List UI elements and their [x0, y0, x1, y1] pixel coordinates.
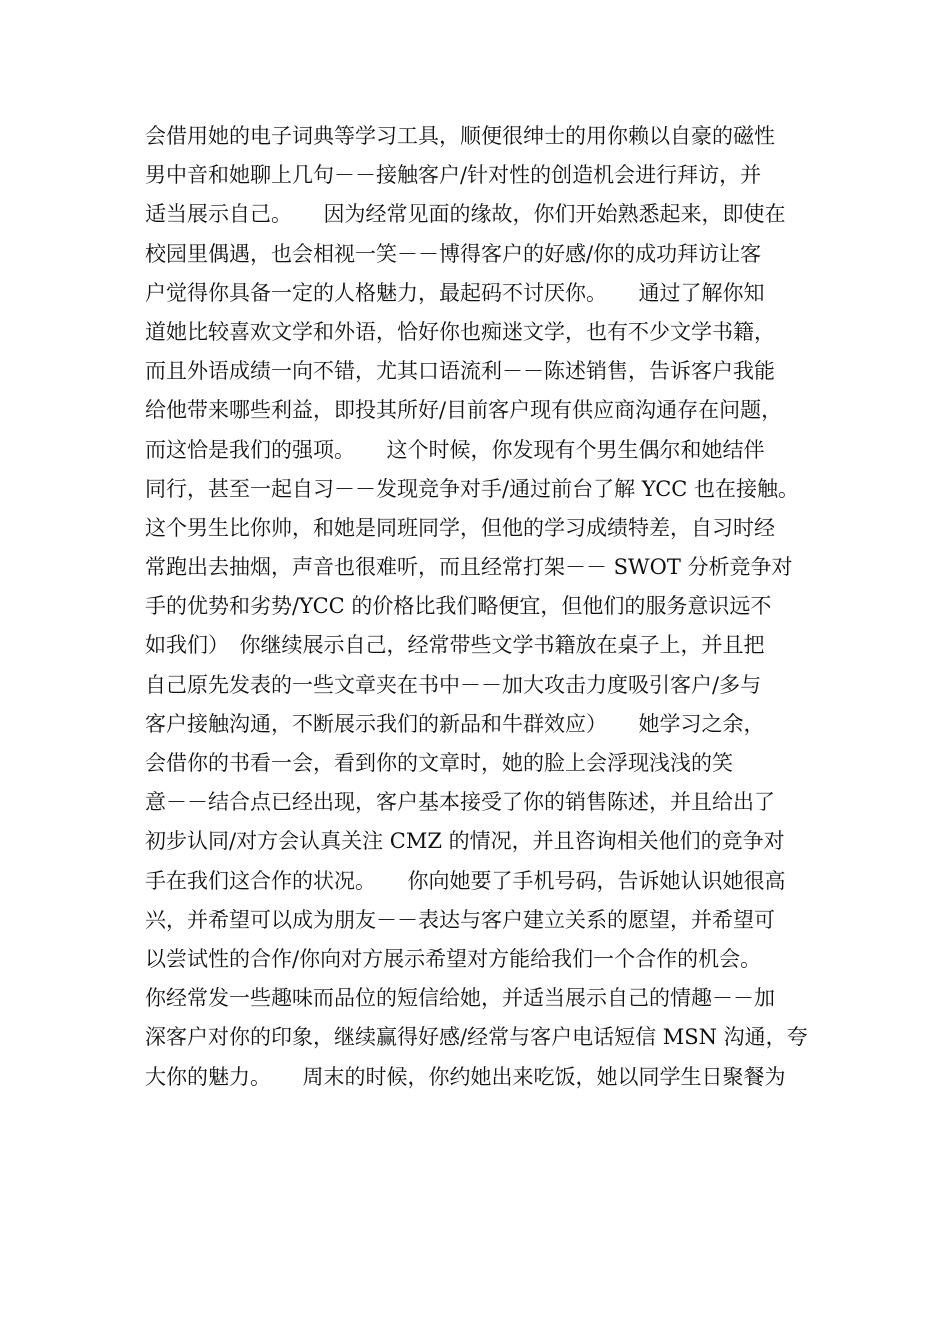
text-line: 道她比较喜欢文学和外语，恰好你也痴迷文学，也有不少文学书籍，: [145, 319, 775, 344]
text-line: 自己原先发表的一些文章夹在书中－－加大攻击力度吸引客户/多与: [145, 672, 762, 697]
text-line: 给他带来哪些利益，即投其所好/目前客户现有供应商沟通存在问题，: [145, 398, 783, 423]
text-line: 初步认同/对方会认真关注 CMZ 的情况，并且咨询相关他们的竞争对: [145, 829, 785, 854]
text-line: 你经常发一些趣味而品位的短信给她，并适当展示自己的情趣－－加: [145, 986, 775, 1011]
text-line: 手在我们这合作的状况。 你向她要了手机号码，告诉她认识她很高: [145, 868, 786, 893]
text-line: 深客户对你的印象，继续赢得好感/经常与客户电话短信 MSN 沟通，夸: [145, 1025, 808, 1050]
text-line: 而且外语成绩一向不错，尤其口语流利－－陈述销售，告诉客户我能: [145, 359, 775, 384]
text-line: 这个男生比你帅，和她是同班同学，但他的学习成绩特差，自习时经: [145, 515, 775, 540]
text-line: 兴，并希望可以成为朋友－－表达与客户建立关系的愿望，并希望可: [145, 907, 775, 932]
text-line: 会借用她的电子词典等学习工具，顺便很绅士的用你赖以自豪的磁性: [145, 124, 775, 148]
body-text: [145, 117, 815, 1097]
text-line: 以尝试性的合作/你向对方展示希望对方能给我们一个合作的机会。: [145, 946, 762, 971]
text-line: 如我们） 你继续展示自己，经常带些文学书籍放在桌子上，并且把: [145, 633, 765, 658]
text-line: 会借你的书看一会，看到你的文章时，她的脸上会浮现浅浅的笑: [145, 751, 733, 775]
text-line: 户觉得你具备一定的人格魅力，最起码不讨厌你。 通过了解你知: [145, 280, 765, 305]
text-line: 而这恰是我们的强项。 这个时候，你发现有个男生偶尔和她结伴: [145, 437, 765, 462]
text-line: 客户接触沟通，不断展示我们的新品和牛群效应） 她学习之余，: [145, 711, 765, 736]
text-line: 男中音和她聊上几句－－接触客户/针对性的创造机会进行拜访，并: [145, 163, 762, 188]
text-line: 意－－结合点已经出现，客户基本接受了你的销售陈述，并且给出了: [145, 790, 775, 815]
text-line: 同行，甚至一起自习－－发现竞争对手/通过前台了解 YCC 也在接触。: [145, 476, 800, 501]
text-line: 校园里偶遇，也会相视一笑－－博得客户的好感/你的成功拜访让客: [145, 241, 762, 266]
text-line: 适当展示自己。 因为经常见面的缘故，你们开始熟悉起来，即使在: [145, 202, 786, 227]
text-line: 手的优势和劣势/YCC 的价格比我们略便宜，但他们的服务意识远不: [145, 594, 772, 619]
text-line: 常跑出去抽烟，声音也很难听，而且经常打架－－ SWOT 分析竞争对: [145, 555, 793, 580]
text-line: 大你的魅力。 周末的时候，你约她出来吃饭，她以同学生日聚餐为: [145, 1064, 786, 1089]
